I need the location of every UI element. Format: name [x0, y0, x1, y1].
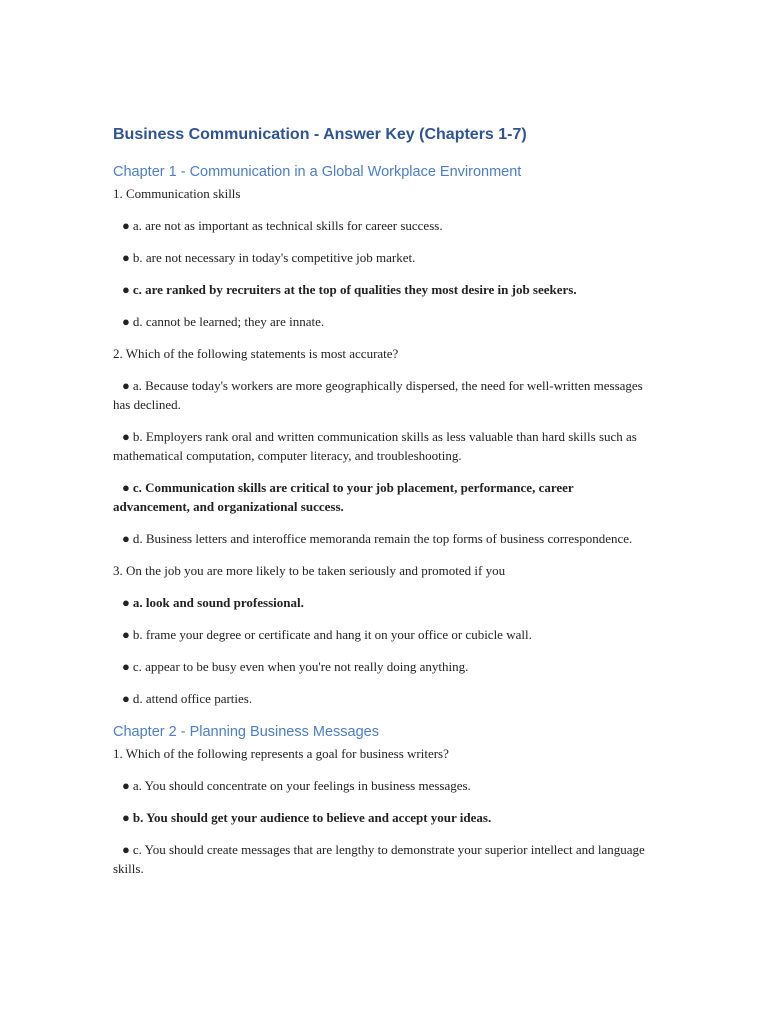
correct-answer-option	[113, 478, 653, 516]
bullet-icon: ●	[122, 595, 130, 610]
option-text: d. cannot be learned; they are innate.	[132, 314, 325, 329]
question-text: 2. Which of the following statements is most accurate?	[113, 346, 399, 361]
option-text: b. You should get your audience to believe and accept your ideas.	[132, 810, 492, 825]
bullet-icon: ●	[122, 218, 130, 233]
option-text: a. look and sound professional.	[132, 595, 304, 610]
answer-option	[113, 689, 653, 708]
chapter-2-title: Chapter 2 - Planning Business Messages	[113, 724, 379, 740]
option-text: d. Business letters and interoffice memoranda remain the top forms of business correspondence.	[132, 531, 633, 546]
bullet-icon: ●	[122, 810, 130, 825]
answer-option	[113, 840, 653, 878]
option-text: c. You should create messages that are lengthy to demonstrate your superior intellect and language skills.	[113, 842, 645, 876]
bullet-icon: ●	[122, 842, 130, 857]
option-text: b. Employers rank oral and written communication skills as less valuable than hard skills such as mathematical computation, computer literacy, and troubleshooting.	[113, 429, 637, 463]
document-page	[113, 124, 653, 891]
bullet-icon: ●	[122, 378, 130, 393]
option-text: b. are not necessary in today's competitive job market.	[132, 250, 416, 265]
bullet-icon: ●	[122, 314, 130, 329]
bullet-icon: ●	[122, 691, 130, 706]
option-text: d. attend office parties.	[132, 691, 253, 706]
chapter-1-title: Chapter 1 - Communication in a Global Workplace Environment	[113, 164, 522, 180]
answer-option	[113, 776, 653, 795]
answer-option	[113, 312, 653, 331]
correct-answer-option	[113, 593, 653, 612]
question-text: 1. Communication skills	[113, 186, 241, 201]
answer-option	[113, 427, 653, 465]
bullet-icon: ●	[122, 659, 130, 674]
bullet-icon: ●	[122, 480, 130, 495]
document-title: Business Communication - Answer Key (Chapters 1-7)	[113, 126, 527, 143]
correct-answer-option	[113, 808, 653, 827]
bullet-icon: ●	[122, 627, 130, 642]
answer-option	[113, 625, 653, 644]
bullet-icon: ●	[122, 531, 130, 546]
bullet-icon: ●	[122, 778, 130, 793]
correct-answer-option	[113, 280, 653, 299]
bullet-icon: ●	[122, 429, 130, 444]
question-text: 3. On the job you are more likely to be taken seriously and promoted if you	[113, 563, 506, 578]
bullet-icon: ●	[122, 250, 130, 265]
option-text: c. Communication skills are critical to your job placement, performance, career advancement, and organizational success.	[113, 480, 574, 514]
option-text: c. are ranked by recruiters at the top of qualities they most desire in job seekers.	[132, 282, 577, 297]
answer-option	[113, 376, 653, 414]
option-text: a. You should concentrate on your feelings in business messages.	[132, 778, 471, 793]
option-text: b. frame your degree or certificate and hang it on your office or cubicle wall.	[132, 627, 532, 642]
answer-option	[113, 529, 653, 548]
answer-option	[113, 248, 653, 267]
bullet-icon: ●	[122, 282, 130, 297]
answer-option	[113, 657, 653, 676]
answer-option	[113, 216, 653, 235]
question-text: 1. Which of the following represents a goal for business writers?	[113, 746, 449, 761]
option-text: a. Because today's workers are more geographically dispersed, the need for well-written messages has declined.	[113, 378, 643, 412]
option-text: a. are not as important as technical skills for career success.	[132, 218, 443, 233]
option-text: c. appear to be busy even when you're not really doing anything.	[132, 659, 469, 674]
